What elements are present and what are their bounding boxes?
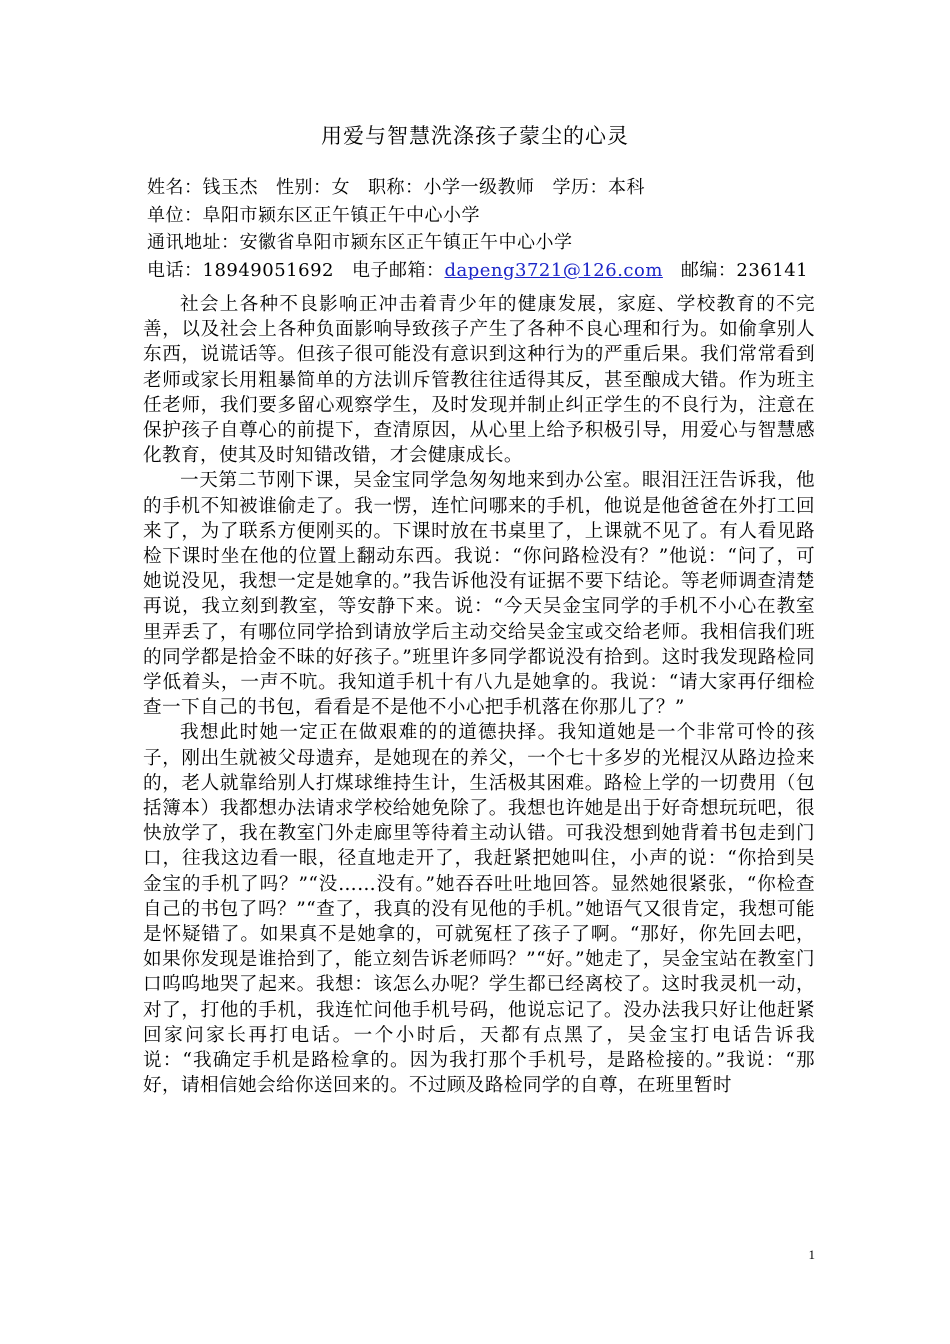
body-paragraph: 社会上各种不良影响正冲击着青少年的健康发展，家庭、学校教育的不完善，以及社会上各种负面影响导致孩子产生了各种不良心理和行为。如偷拿别人东西，说谎话等。但孩子很可能没有意识到这种行为的严重后果。我们常常看到老师或家长用粗暴简单的方法训斥管教往往适得其反，甚至酿成大错。作为班主任老师，我们要多留心观察学生，及时发现并制止纠正学生的不良行为，注意在保护孩子自尊心的前提下，查清原因，从心里上给予积极引导，用爱心与智慧感化教育，使其及时知错改错，才会健康成长。	[143, 294, 815, 467]
job-title-label: 职称：	[368, 177, 424, 198]
body-paragraph: 我想此时她一定正在做艰难的的道德抉择。我知道她是一个非常可怜的孩子，刚出生就被父母遗弃，是她现在的养父，一个七十多岁的光棍汉从路边捡来的，老人就靠给别人打煤球维持生计，生活极其困难。路检上学的一切费用（包括簿本）我都想办法请求学校给她免除了。我想也许她是出于好奇想玩玩吧，很快放学了，我在教室门外走廊里等待着主动认错。可我没想到她背着书包走到门口，往我这边看一眼，径直地走开了，我赶紧把她叫住，小声的说：“你拾到吴金宝的手机了吗？”“没……没有。”她吞吞吐吐地回答。显然她很紧张，“你检查自己的书包了吗？”“查了，我真的没有见他的手机。”她语气又很肯定，我想可能是怀疑错了。如果真不是她拿的，可就冤枉了孩子了啊。“那好，你先回去吧，如果你发现是谁拾到了，能立刻告诉老师吗？”“好。”她走了，吴金宝站在教室门口呜呜地哭了起来。我想：该怎么办呢？学生都已经离校了。这时我灵机一动，对了，打他的手机，我连忙问他手机号码，他说忘记了。没办法我只好让他赶紧回家问家长再打电话。一个小时后，天都有点黑了，吴金宝打电话告诉我说：“我确定手机是路检拿的。因为我打那个手机号，是路检接的。”我说：“那好，请相信她会给你送回来的。不过顾及路检同学的自尊，在班里暂时	[143, 722, 815, 1097]
page-number: 1	[808, 1247, 815, 1262]
author-info-block	[147, 174, 847, 285]
unit-label: 单位：	[147, 204, 203, 226]
email-link[interactable]: dapeng3721@126.com	[444, 260, 663, 282]
author-info-line-4	[147, 257, 847, 285]
document-title: 用爱与智慧洗涤孩子蒙尘的心灵	[321, 124, 629, 148]
body-paragraph: 一天第二节刚下课，吴金宝同学急匆匆地来到办公室。眼泪汪汪告诉我，他的手机不知被谁偷走了。我一愣，连忙问哪来的手机，他说是他爸爸在外打工回来了，为了联系方便刚买的。下课时放在书桌里了，上课就不见了。有人看见路检下课时坐在他的位置上翻动东西。我说：“你问路检没有？”他说：“问了，可她说没见，我想一定是她拿的。”我告诉他没有证据不要下结论。等老师调查清楚再说，我立刻到教室，等安静下来。说：“今天吴金宝同学的手机不小心在教室里弄丢了，有哪位同学拾到请放学后主动交给吴金宝或交给老师。我相信我们班的同学都是拾金不昧的好孩子。”班里许多同学都说没有拾到。这时我发现路检同学低着头，一声不吭。我知道手机十有八九是她拿的。我说：“请大家再仔细检查一下自己的书包，看看是不是他不小心把手机落在你那儿了？”	[143, 470, 815, 719]
postcode-label: 邮编：	[680, 260, 737, 282]
gender-label: 性别：	[276, 177, 332, 198]
author-unit: 阜阳市颍东区正午镇正午中心小学	[202, 204, 480, 226]
address-label: 通讯地址：	[147, 232, 240, 254]
author-phone: 18949051692	[202, 260, 334, 282]
author-name: 钱玉杰	[202, 177, 258, 198]
phone-label: 电话：	[147, 260, 203, 282]
name-label: 姓名：	[147, 177, 203, 198]
author-info-line-1	[147, 174, 847, 202]
author-job-title: 小学一级教师	[423, 177, 535, 198]
author-info-line-2	[147, 202, 847, 230]
author-address: 安徽省阜阳市颍东区正午镇正午中心小学	[239, 232, 573, 254]
author-education: 本科	[608, 177, 645, 198]
education-label: 学历：	[552, 177, 608, 198]
email-label: 电子邮箱：	[351, 260, 445, 282]
author-info-line-3	[147, 229, 847, 257]
author-postcode: 236141	[736, 260, 809, 282]
author-gender: 女	[331, 177, 350, 198]
document-body	[143, 292, 815, 1099]
